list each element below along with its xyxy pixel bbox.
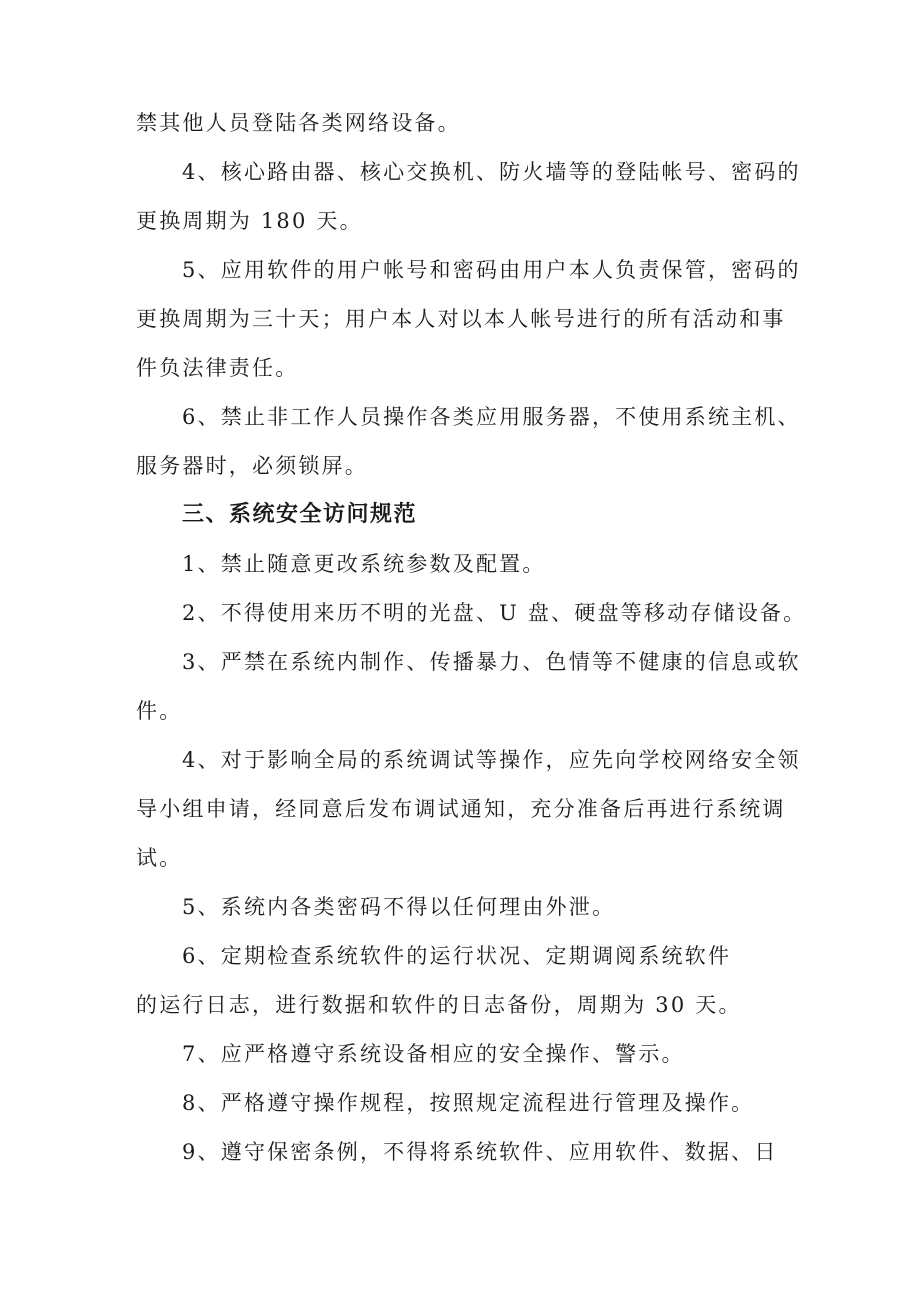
text-line: 3、严禁在系统内制作、传播暴力、色情等不健康的信息或软	[182, 650, 801, 674]
text-line: 1、禁止随意更改系统参数及配置。	[182, 552, 546, 576]
text-line: 4、对于影响全局的系统调试等操作，应先向学校网络安全领	[182, 748, 801, 772]
text-line: 8、严格遵守操作规程，按照规定流程进行管理及操作。	[182, 1091, 755, 1115]
text-line: 试。	[136, 846, 183, 870]
text-line: 件负法律责任。	[136, 356, 299, 380]
text-line: 5、应用软件的用户帐号和密码由用户本人负责保管，密码的	[182, 258, 801, 282]
text-line: 更换周期为三十天；用户本人对以本人帐号进行的所有活动和事	[136, 307, 786, 331]
text-line: 导小组申请，经同意后发布调试通知，充分准备后再进行系统调	[136, 797, 786, 821]
text-line: 更换周期为 180 天。	[136, 209, 363, 233]
text-line: 6、禁止非工作人员操作各类应用服务器，不使用系统主机、	[182, 405, 801, 429]
text-line: 禁其他人员登陆各类网络设备。	[136, 111, 461, 135]
text-line: 6、定期检查系统软件的运行状况、定期调阅系统软件	[182, 944, 732, 968]
text-line: 服务器时，必须锁屏。	[136, 454, 368, 478]
text-line: 7、应严格遵守系统设备相应的安全操作、警示。	[182, 1042, 685, 1066]
text-line: 2、不得使用来历不明的光盘、U 盘、硬盘等移动存储设备。	[182, 601, 807, 625]
text-line: 9、遵守保密条例，不得将系统软件、应用软件、数据、日	[182, 1140, 778, 1164]
section-heading: 三、系统安全访问规范	[182, 502, 418, 527]
text-line: 5、系统内各类密码不得以任何理由外泄。	[182, 895, 616, 919]
text-line: 的运行日志，进行数据和软件的日志备份，周期为 30 天。	[136, 993, 742, 1017]
text-line: 件。	[136, 699, 183, 723]
text-line: 4、核心路由器、核心交换机、防火墙等的登陆帐号、密码的	[182, 160, 801, 184]
